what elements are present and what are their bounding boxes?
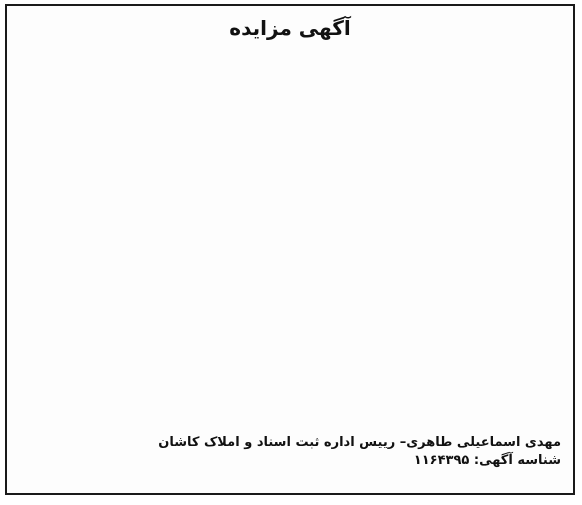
notice-page bbox=[5, 4, 575, 495]
notice-id-value: ۱۱۶۴۳۹۵ bbox=[413, 453, 470, 468]
notice-signature: مهدی اسماعیلی طاهری– رییس اداره ثبت اسناد و املاک کاشان bbox=[158, 435, 561, 450]
notice-title: آگهی مزایده bbox=[229, 16, 351, 40]
notice-id-label: شناسه آگهی: bbox=[473, 453, 561, 468]
notice-body bbox=[7, 40, 573, 429]
notice-id-row bbox=[7, 453, 573, 468]
